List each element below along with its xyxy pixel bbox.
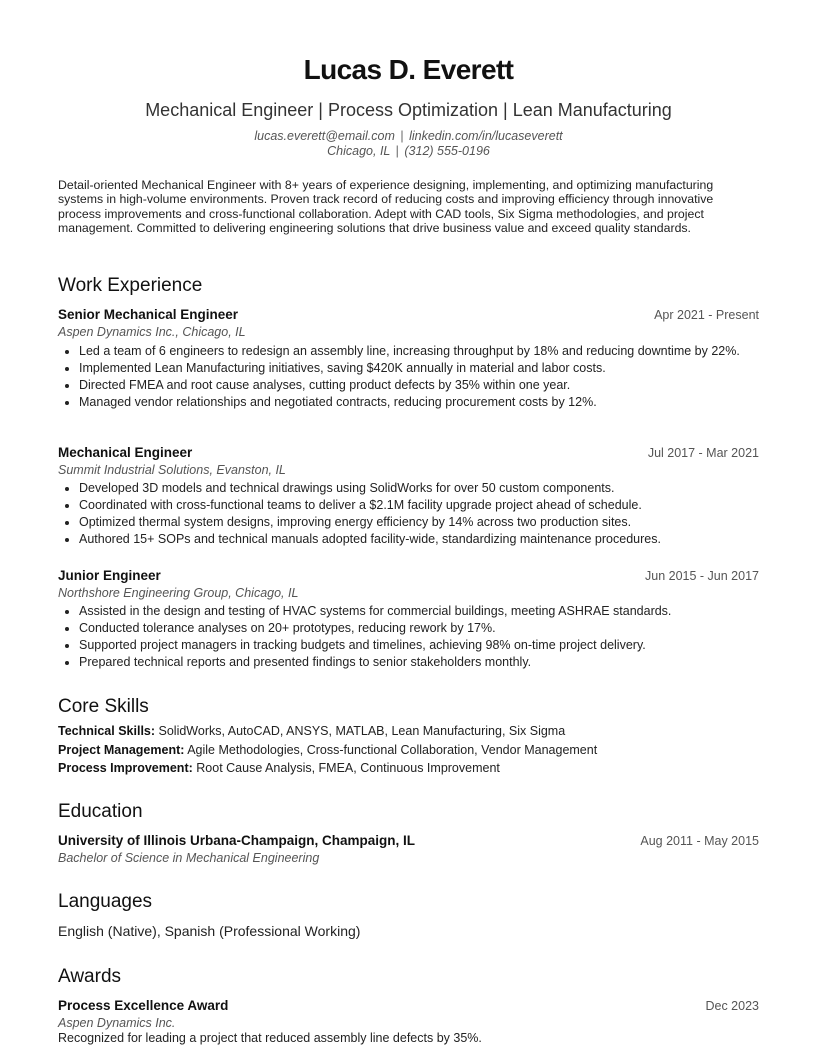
award-org: Aspen Dynamics Inc. bbox=[58, 1016, 176, 1030]
summary: Detail-oriented Mechanical Engineer with 8+ years of experience designing, implementing, and optimizing manufacturing systems in high-volume environments. Proven track record of reducing costs and improving efficiency through innovative process improvements and cross-functional collaboration. Adept with CAD tools, Six Sigma methodologies, and project management. Committed to delivering engineering solutions that drive business value and exceed quality standards. bbox=[58, 178, 714, 236]
section-title-languages: Languages bbox=[58, 891, 153, 912]
skill-label: Project Management: bbox=[58, 743, 185, 757]
list-item: • Managed vendor relationships and negotiated contracts, reducing procurement costs by 12%. bbox=[79, 395, 759, 410]
email-link[interactable]: lucas.everett@email.com bbox=[254, 129, 395, 143]
job-bullets bbox=[58, 604, 759, 672]
linkedin-link[interactable]: linkedin.com/in/lucaseverett bbox=[409, 129, 563, 143]
candidate-name: Lucas D. Everett bbox=[303, 54, 514, 85]
contact-line-1 bbox=[58, 128, 759, 144]
list-item: • Led a team of 6 engineers to redesign an assembly line, increasing throughput by 18% and reducing downtime by 22%. bbox=[79, 344, 759, 359]
list-item: • Prepared technical reports and presented findings to senior stakeholders monthly. bbox=[79, 655, 759, 670]
job-company: Summit Industrial Solutions, Evanston, IL bbox=[58, 463, 286, 477]
contact-separator: | bbox=[400, 129, 404, 143]
school-name: University of Illinois Urbana-Champaign, Champaign, IL bbox=[58, 833, 416, 848]
skill-label: Process Improvement: bbox=[58, 761, 193, 775]
list-item: • Directed FMEA and root cause analyses, cutting product defects by 35% within one year. bbox=[79, 378, 759, 393]
skill-value: SolidWorks, AutoCAD, ANSYS, MATLAB, Lean Manufacturing, Six Sigma bbox=[158, 724, 566, 738]
degree: Bachelor of Science in Mechanical Engineering bbox=[58, 851, 320, 865]
job-header bbox=[58, 567, 759, 585]
section-title-awards: Awards bbox=[58, 966, 122, 987]
list-item: • Assisted in the design and testing of HVAC systems for commercial buildings, meeting ASHRAE standards. bbox=[79, 604, 759, 619]
contact-line-2 bbox=[58, 143, 759, 159]
award-header bbox=[58, 997, 759, 1015]
job-header bbox=[58, 444, 759, 462]
location: Chicago, IL bbox=[327, 144, 391, 158]
job-bullets bbox=[58, 481, 759, 549]
list-item: • Conducted tolerance analyses on 20+ prototypes, reducing rework by 17%. bbox=[79, 621, 759, 636]
section-title-skills: Core Skills bbox=[58, 696, 149, 717]
list-item: • Optimized thermal system designs, improving energy efficiency by 14% across two production sites. bbox=[79, 515, 759, 530]
section-title-education: Education bbox=[58, 801, 143, 822]
education-dates: Aug 2011 - May 2015 bbox=[640, 834, 759, 848]
job-title: Senior Mechanical Engineer bbox=[58, 307, 239, 322]
skill-value: Root Cause Analysis, FMEA, Continuous Improvement bbox=[196, 761, 500, 775]
job-header bbox=[58, 306, 759, 324]
job-title: Mechanical Engineer bbox=[58, 445, 193, 460]
award-date: Dec 2023 bbox=[705, 999, 759, 1013]
job-bullets bbox=[58, 344, 759, 412]
section-title-experience: Work Experience bbox=[58, 275, 203, 296]
headline: Mechanical Engineer | Process Optimization | Lean Manufacturing bbox=[145, 100, 672, 120]
job-company: Northshore Engineering Group, Chicago, IL bbox=[58, 586, 299, 600]
job-title: Junior Engineer bbox=[58, 568, 161, 583]
job-dates: Jun 2015 - Jun 2017 bbox=[645, 569, 759, 583]
phone: (312) 555-0196 bbox=[404, 144, 490, 158]
job-dates: Jul 2017 - Mar 2021 bbox=[647, 446, 759, 460]
list-item: • Authored 15+ SOPs and technical manuals adopted facility-wide, standardizing maintenance procedures. bbox=[79, 532, 759, 547]
award-description: Recognized for leading a project that reduced assembly line defects by 35%. bbox=[58, 1031, 482, 1045]
list-item: • Coordinated with cross-functional teams to deliver a $2.1M facility upgrade project ahead of schedule. bbox=[79, 498, 759, 513]
skill-label: Technical Skills: bbox=[58, 724, 156, 738]
contact-separator: | bbox=[395, 144, 399, 158]
list-item: • Developed 3D models and technical drawings using SolidWorks for over 50 custom components. bbox=[79, 481, 759, 496]
skill-row bbox=[58, 723, 759, 739]
skill-row bbox=[58, 760, 759, 776]
job-company: Aspen Dynamics Inc., Chicago, IL bbox=[58, 325, 246, 339]
skill-row bbox=[58, 742, 759, 758]
award-title: Process Excellence Award bbox=[58, 998, 229, 1013]
job-dates: Apr 2021 - Present bbox=[654, 308, 759, 322]
skill-value: Agile Methodologies, Cross-functional Collaboration, Vendor Management bbox=[187, 743, 598, 757]
education-header bbox=[58, 832, 759, 850]
languages-list: English (Native), Spanish (Professional Working) bbox=[58, 923, 361, 939]
list-item: • Supported project managers in tracking budgets and timelines, achieving 98% on-time project delivery. bbox=[79, 638, 759, 653]
list-item: • Implemented Lean Manufacturing initiatives, saving $420K annually in material and labor costs. bbox=[79, 361, 759, 376]
